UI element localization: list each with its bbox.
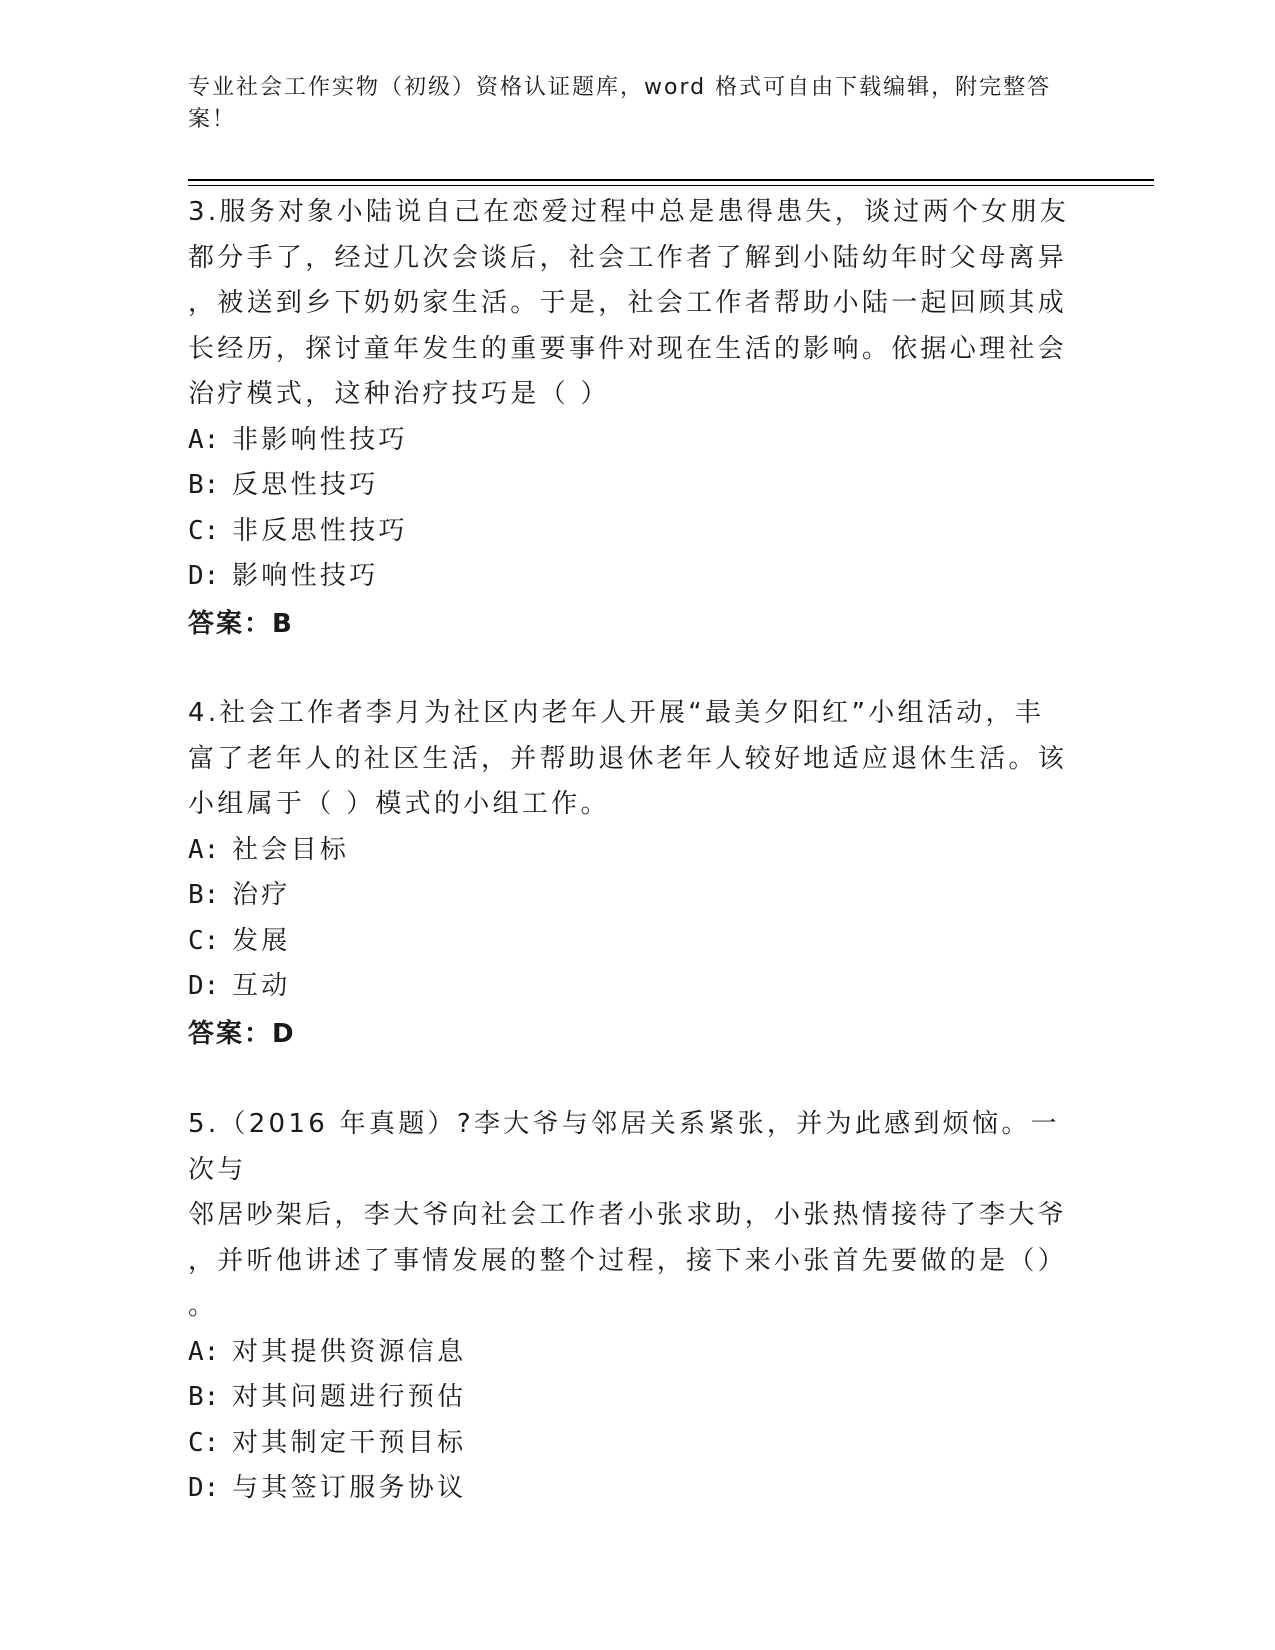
option-text: 非影响性技巧 [232,424,408,455]
option-text: 与其签订服务协议 [232,1473,467,1503]
option-text: 治疗 [232,880,291,910]
option-list [188,1330,1088,1512]
option-text: 对其问题进行预估 [232,1382,467,1412]
option-c [188,509,1088,555]
option-text: 对其提供资源信息 [232,1336,467,1367]
option-d [188,964,1088,1010]
option-key: B: [188,470,220,500]
option-b [188,873,1088,919]
option-text: 发展 [232,925,291,956]
option-key: D: [188,1473,220,1503]
option-b [188,463,1088,509]
option-d [188,554,1088,600]
option-text: 社会目标 [232,834,350,865]
question-stem: 3.服务对象小陆说自己在恋爱过程中总是患得患失，谈过两个女朋友 都分手了，经过几次会谈后，社会工作者了解到小陆幼年时父母离异 ，被送到乡下奶奶家生活。于是，社会工作者帮助小陆一起回顾其成 长经历，探讨童年发生的重要事件对现在生活的影响。依据心理社会 治疗模式，这种治疗技巧是（ ） [188,197,1070,409]
option-key: B: [188,880,220,910]
question-5 [188,1102,1088,1512]
option-key: A: [188,1336,220,1367]
option-a [188,1330,1088,1376]
option-key: C: [188,925,220,956]
option-key: C: [188,515,220,546]
option-text: 反思性技巧 [232,470,379,500]
option-text: 互动 [232,971,291,1001]
option-c [188,1421,1088,1467]
option-key: B: [188,1382,220,1412]
option-text: 对其制定干预目标 [232,1427,467,1458]
option-a [188,418,1088,464]
option-d [188,1466,1088,1512]
option-key: A: [188,424,220,455]
option-a [188,828,1088,874]
option-c [188,919,1088,965]
document-header: 专业社会工作实物（初级）资格认证题库，word 格式可自由下载编辑，附完整答案！ [188,75,1052,132]
option-key: A: [188,834,220,865]
option-key: C: [188,1427,220,1458]
option-b [188,1375,1088,1421]
option-list [188,418,1088,600]
question-3 [188,190,1088,647]
question-4 [188,691,1088,1057]
answer-line: 答案：D [188,1018,296,1049]
option-key: D: [188,561,220,591]
option-text: 非反思性技巧 [232,515,408,546]
option-text: 影响性技巧 [232,561,379,591]
option-key: D: [188,971,220,1001]
question-stem: 4.社会工作者李月为社区内老年人开展“最美夕阳红”小组活动，丰 富了老年人的社区生活，并帮助退休老年人较好地适应退休生活。该 小组属于（ ）模式的小组工作。 [188,698,1068,819]
option-list [188,828,1088,1010]
header-divider-thin [188,185,1154,186]
answer-line: 答案：B [188,608,294,639]
header-divider-thick [188,179,1154,181]
question-stem: 5.（2016 年真题）?李大爷与邻居关系紧张，并为此感到烦恼。一次与 邻居吵架后，李大爷向社会工作者小张求助，小张热情接待了李大爷 ，并听他讲述了事情发展的整个过程，接下来小张首先要做的是（） 。 [188,1109,1068,1321]
